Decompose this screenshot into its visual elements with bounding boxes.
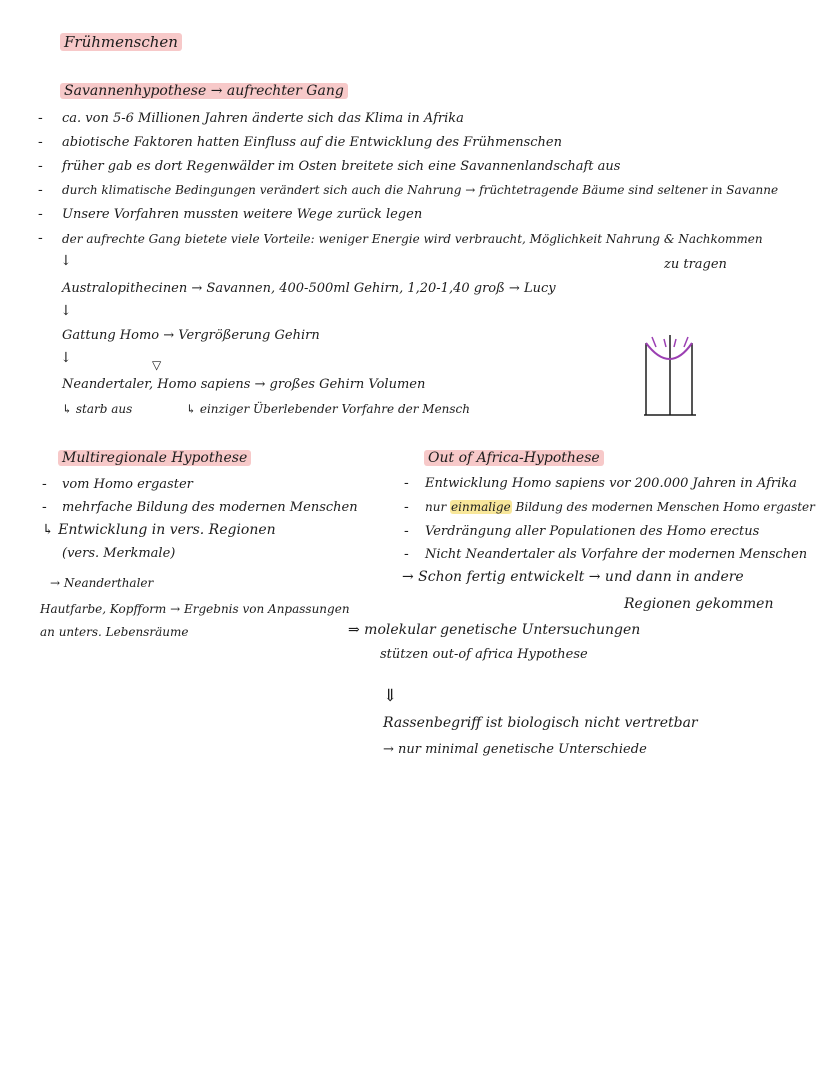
multiregional-adaptation-2: an unters. Lebensräume — [40, 625, 189, 639]
multiregional-development: ↳ Entwicklung in vers. Regionen — [42, 522, 276, 538]
savanna-bullet-continuation: zu tragen — [664, 257, 727, 272]
page-title — [60, 34, 182, 51]
triangle-icon: ▽ — [152, 358, 162, 372]
b2-pre: nur — [425, 500, 447, 514]
down-arrow-icon: ↓ — [60, 303, 72, 319]
savanna-bullet: der aufrechte Gang bietete viele Vorteile: weniger Energie wird verbraucht, Möglichkeit Nahrung & Nachkommen — [62, 232, 763, 246]
australopithecinen-line: Australopithecinen → Savannen, 400-500ml Gehirn, 1,20-1,40 groß → Lucy — [62, 281, 556, 296]
conclusion-line-2: stützen out-of africa Hypothese — [380, 647, 588, 662]
bullet-dash: - — [38, 182, 43, 198]
out-of-africa-bullet-highlight — [425, 499, 815, 516]
out-of-africa-heading-text: Out of Africa-Hypothese — [424, 450, 604, 466]
multiregional-bullet: mehrfache Bildung des modernen Menschen — [62, 500, 358, 515]
bullet-dash: - — [42, 499, 47, 515]
savanna-bullet: abiotische Faktoren hatten Einfluss auf die Entwicklung des Frühmenschen — [62, 135, 562, 150]
savanna-bullet: ca. von 5-6 Millionen Jahren änderte sich das Klima in Afrika — [62, 111, 464, 126]
bullet-dash: - — [38, 230, 43, 246]
conclusion-line-3: Rassenbegriff ist biologisch nicht vertretbar — [383, 715, 698, 731]
bullet-dash: - — [38, 206, 43, 222]
out-of-africa-bullet: Nicht Neandertaler als Vorfahre der modernen Menschen — [425, 547, 808, 562]
neandertaler-note: ↳ starb aus — [62, 402, 133, 416]
multiregional-heading-text: Multiregionale Hypothese — [58, 450, 251, 466]
bullet-dash: - — [404, 499, 409, 515]
out-of-africa-heading — [424, 450, 604, 467]
b2-post: Bildung des modernen Menschen Homo ergaster — [515, 500, 815, 514]
out-of-africa-bullet: Verdrängung aller Populationen des Homo erectus — [425, 524, 760, 539]
savanna-bullet: durch klimatische Bedingungen verändert sich auch die Nahrung → früchtetragende Bäume sind seltener in Savanne — [62, 183, 779, 197]
down-arrow-icon: ↓ — [60, 253, 72, 269]
homo-line: Gattung Homo → Vergrößerung Gehirn — [62, 328, 320, 343]
tree-diagram — [630, 325, 710, 425]
neandertaler-line: Neandertaler, Homo sapiens → großes Gehirn Volumen — [62, 377, 426, 392]
down-arrow-icon: ↓ — [60, 350, 72, 366]
double-down-arrow-icon: ⇓ — [383, 686, 398, 706]
multiregional-heading — [58, 450, 251, 467]
savanna-bullet: früher gab es dort Regenwälder im Osten breitete sich eine Savannenlandschaft aus — [62, 159, 621, 174]
out-of-africa-arrow-item: → Schon fertig entwickelt → und dann in andere — [402, 569, 744, 585]
conclusion-line-4: → nur minimal genetische Unterschiede — [383, 742, 647, 757]
bullet-dash: - — [42, 476, 47, 492]
bullet-dash: - — [404, 475, 409, 491]
multiregional-adaptation: Hautfarbe, Kopfform → Ergebnis von Anpassungen — [40, 602, 350, 616]
savanna-heading-text: Savannenhypothese → aufrechter Gang — [60, 83, 348, 99]
page-title-text: Frühmenschen — [60, 33, 182, 51]
multiregional-neanderthal: → Neanderthaler — [50, 576, 154, 590]
bullet-dash: - — [404, 523, 409, 539]
multiregional-development-note: (vers. Merkmale) — [62, 546, 176, 561]
out-of-africa-bullet: Entwicklung Homo sapiens vor 200.000 Jahren in Afrika — [425, 476, 797, 491]
conclusion-line-1: ⇒ molekular genetische Untersuchungen — [348, 622, 641, 638]
sapiens-note: ↳ einziger Überlebender Vorfahre der Mensch — [186, 402, 471, 416]
bullet-dash: - — [404, 546, 409, 562]
bullet-dash: - — [38, 134, 43, 150]
bullet-dash: - — [38, 110, 43, 126]
multiregional-bullet: vom Homo ergaster — [62, 477, 193, 492]
savanna-bullet: Unsere Vorfahren mussten weitere Wege zurück legen — [62, 207, 423, 222]
out-of-africa-arrow-item-2: Regionen gekommen — [624, 596, 774, 612]
b2-highlight: einmalige — [451, 500, 511, 514]
savanna-heading — [60, 83, 348, 100]
bullet-dash: - — [38, 158, 43, 174]
